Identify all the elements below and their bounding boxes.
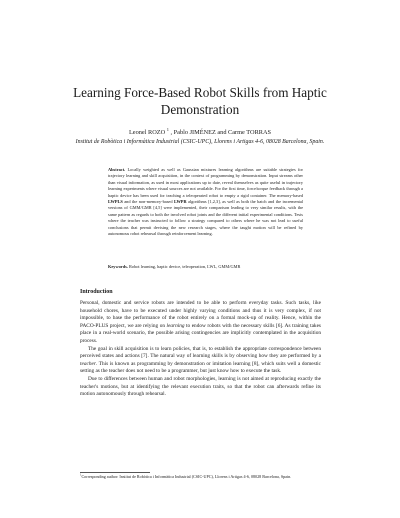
footnote-divider — [80, 472, 150, 473]
keywords — [108, 264, 303, 270]
paragraph-3: Due to differences between human and robot morphologies, learning is not aimed at reproducing exactly the teacher's motions, but at identifying the relevant execution traits, so that the robot can afterwards refine its motion autonomously through rehearsal. — [80, 375, 321, 398]
abstract-text-1: Locally weighted as well as Gaussian mixtures learning algorithms are suitable strategies for trajectory learning and skill acquisition, in the context of programming by demonstration. Input streams other than visual information, as used in most applications up to date, reveal themselves as quite useful in trajectory learning experiments where visual sources are not available. For the first time, force/torque feedback through a haptic device has been used for teaching a teleoperated robot to empty a rigid container. The memory-based — [108, 167, 303, 198]
keywords-label: Keywords. — [108, 264, 128, 269]
author-first: Leonel ROZO — [128, 129, 166, 136]
author-others: , Pablo JIMÉNEZ and Carme TORRAS — [170, 129, 272, 136]
section-body — [80, 300, 321, 399]
abstract-label: Abstract. — [108, 167, 126, 172]
p1-text-b: to endow robots with the necessary skills [6]. As training takes place in a real-world scenario, the possible arising contingencies are implicitly contemplated in the acquisition process. — [80, 322, 321, 344]
p2-text-b: . This is known as programming by demonstration or imitation learning [8], which suits well a domestic setting as the teacher does not need to be a programmer, but just know how to execute the task. — [80, 360, 321, 375]
paragraph-2 — [80, 346, 321, 376]
abstract-text-3: algorithms [1,2,3], as well as both the batch and the incremental versions of GMM/GMR [4,5] were implemented, their comparison leading to very similar results, with the same pattern as regards to both the involved robot joints and the different initial experimental conditions. Tests where the teacher was instructed to follow a strategy compared to others where he was not lead to useful conclusions that permit devising the new research stages, where the taught motion will be refined by autonomous robot rehearsal through reinforcement learning. — [108, 199, 303, 237]
footnote-mark: 1 — [80, 472, 82, 477]
footnote — [80, 474, 321, 480]
section-heading: Introduction — [80, 289, 113, 295]
abstract-lwpr: LWPR — [173, 199, 187, 205]
paragraph-1 — [80, 300, 321, 346]
abstract — [108, 167, 303, 237]
author-list — [40, 126, 360, 137]
abstract-text-2: and the non-memory-based — [122, 199, 174, 205]
footnote-text: Corresponding author: Institut de Robòtica i Informàtica Industrial (CSIC-UPC), Llorens i Artigas 4-6, 08028 Barcelona, Spain. — [81, 474, 292, 479]
p2-emphasis: teacher — [80, 360, 96, 367]
paper-title: Learning Force-Based Robot Skills from Haptic Demonstration — [73, 85, 327, 117]
p2-text-a: The goal in skill acquisition is to learn policies, that is, to establish the appropriate correspondence between perceived states and actions [7]. The natural way of learning skills is by observing how they are performed by a — [80, 345, 321, 360]
p1-text-a: Personal, domestic and service robots are intended to be able to perform everyday tasks. Such tasks, like household chores, have to be executed under highly varying conditions and thus it is very complex, if not impossible, to base the performance of the robot entirely on a formal mock-up of reality. Hence, within the PACO-PLUS project, we are relying on — [80, 300, 321, 329]
author-footnote-mark: 1 — [166, 126, 169, 132]
keywords-text: Robot learning, haptic device, teleoperation, LWL, GMM/GMR — [127, 264, 241, 269]
abstract-lwpls: LWPLS — [108, 199, 123, 205]
affiliation: Institut de Robòtica i Informàtica Industrial (CSIC-UPC), Llorens i Artigas 4-6, 08028 Barcelona, Spain. — [75, 139, 325, 145]
p1-emphasis: learning — [166, 322, 185, 329]
